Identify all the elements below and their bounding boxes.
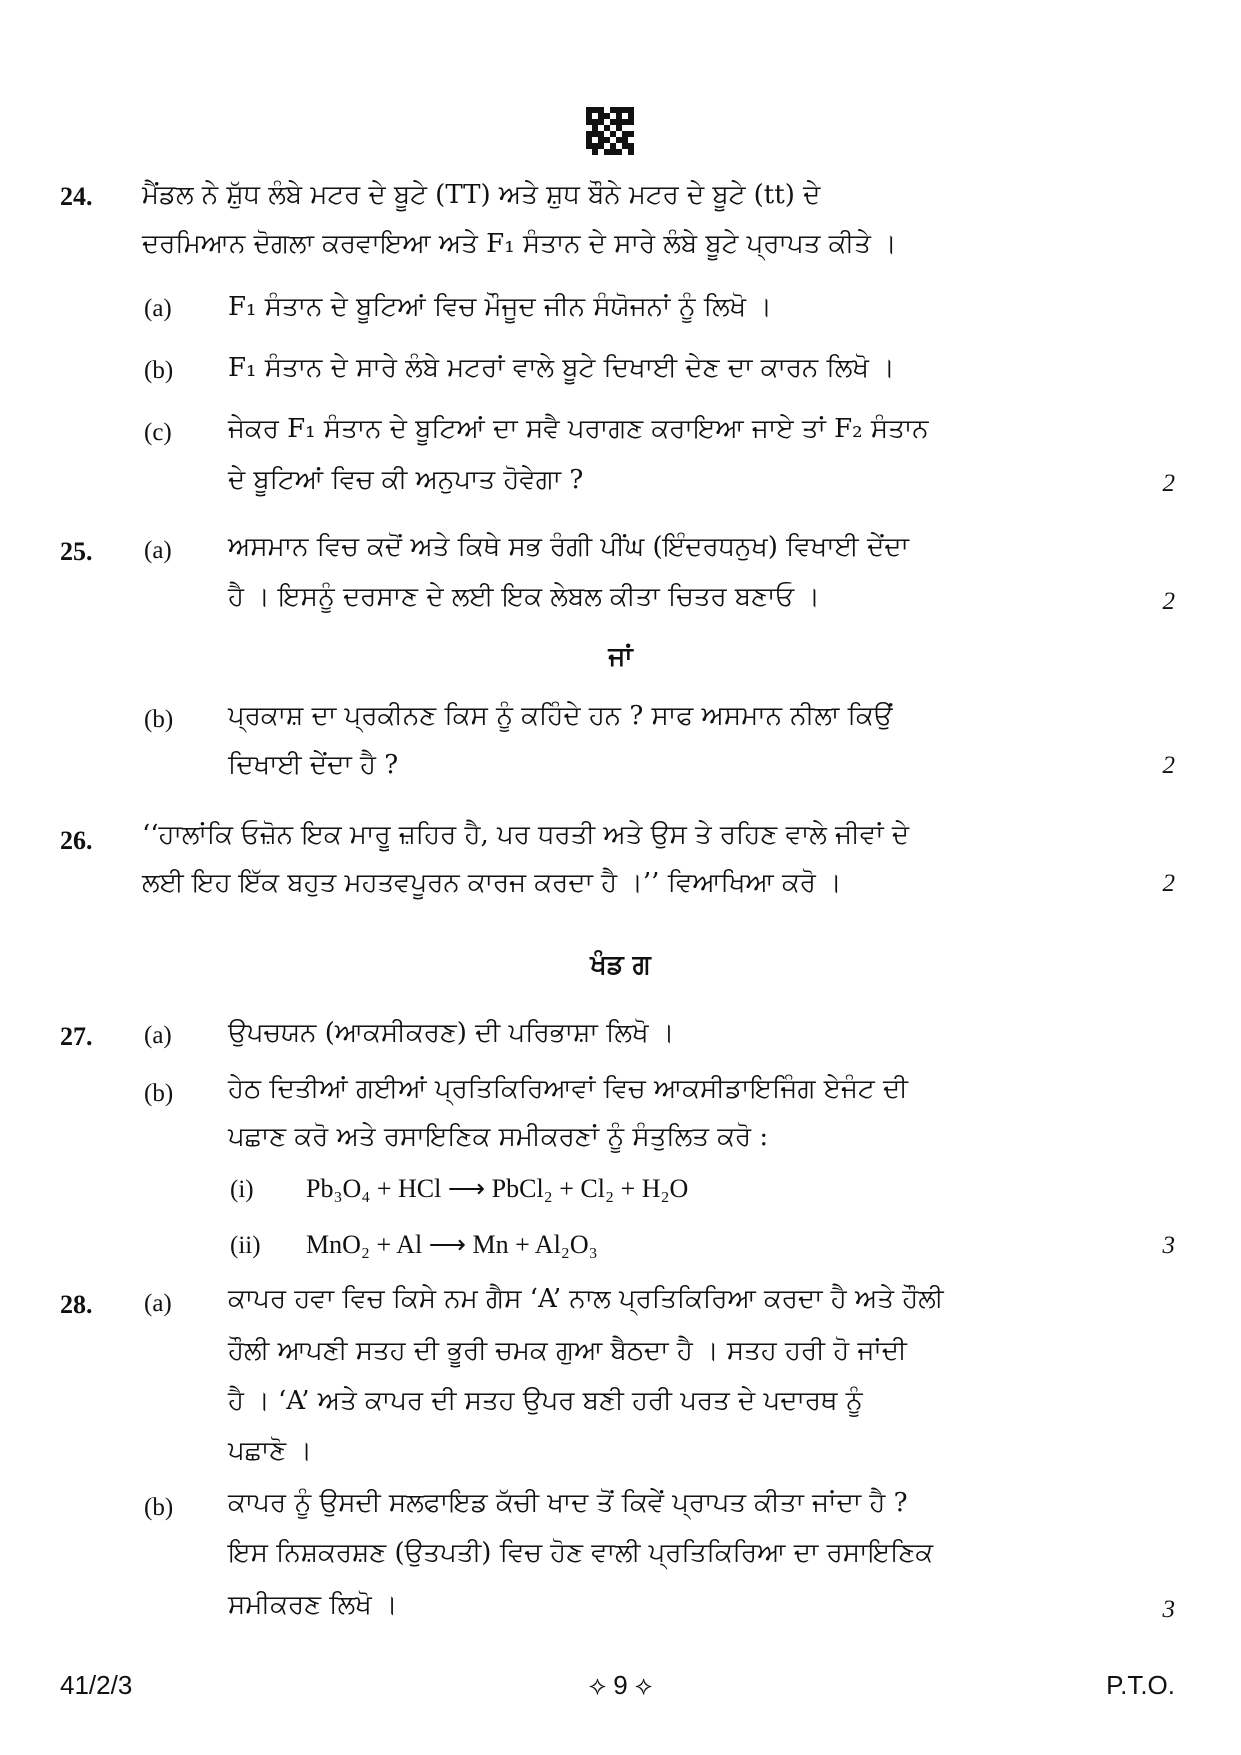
marks: 3	[1162, 1596, 1175, 1623]
qr-code	[586, 107, 634, 155]
subpart-text: ਕਾਪਰ ਹਵਾ ਵਿਚ ਕਿਸੇ ਨਮ ਗੈਸ ‘A’ ਨਾਲ ਪ੍ਰਤਿਕਿਰਿਆ ਕਰਦਾ ਹੈ ਅਤੇ ਹੌਲੀ	[228, 1284, 944, 1314]
marks: 2	[1162, 752, 1175, 779]
question-number: 25.	[60, 537, 93, 566]
question-number: 27.	[60, 1022, 93, 1051]
subpart-text: ਹੌਲੀ ਆਪਣੀ ਸਤਹ ਦੀ ਭੂਰੀ ਚਮਕ ਗੁਆ ਬੈਠਦਾ ਹੈ । ਸਤਹ ਹਰੀ ਹੋ ਜਾਂਦੀ	[228, 1336, 907, 1366]
decor-right-icon: ⟡	[634, 1670, 653, 1700]
decor-left-icon: ⟡	[588, 1670, 607, 1700]
pto-label: P.T.O.	[1106, 1670, 1175, 1700]
question-number: 28.	[60, 1290, 93, 1319]
question-text: ਲਈ ਇਹ ਇੱਕ ਬਹੁਤ ਮਹਤਵਪੂਰਨ ਕਾਰਜ ਕਰਦਾ ਹੈ ।’’ ਵਿਆਖਿਆ ਕਰੋ ।	[142, 868, 842, 898]
subpart-text: ਹੈ । ‘A’ ਅਤੇ ਕਾਪਰ ਦੀ ਸਤਹ ਉਪਰ ਬਣੀ ਹਰੀ ਪਰਤ ਦੇ ਪਦਾਰਥ ਨੂੰ	[228, 1386, 863, 1416]
page-number	[0, 1670, 1241, 1702]
subpart-text: ਦਿਖਾਈ ਦੇਂਦਾ ਹੈ ?	[228, 750, 399, 780]
subpart-text: ਕਾਪਰ ਨੂੰ ਉਸਦੀ ਸਲਫਾਇਡ ਕੱਚੀ ਖਾਦ ਤੋਂ ਕਿਵੇਂ ਪ੍ਰਾਪਤ ਕੀਤਾ ਜਾਂਦਾ ਹੈ ?	[228, 1488, 908, 1518]
chemical-equation: MnO₂ + Al ⟶ Mn + Al₂O₃	[306, 1230, 598, 1259]
page-number-value: 9	[613, 1670, 628, 1700]
subpart-text: F₁ ਸੰਤਾਨ ਦੇ ਸਾਰੇ ਲੰਬੇ ਮਟਰਾਂ ਵਾਲੇ ਬੂਟੇ ਦਿਖਾਈ ਦੇਣ ਦਾ ਕਾਰਨ ਲਿਖੋ ।	[228, 353, 895, 383]
question-text: ‘‘ਹਾਲਾਂਕਿ ਓਜ਼ੋਨ ਇਕ ਮਾਰੂ ਜ਼ਹਿਰ ਹੈ, ਪਰ ਧਰਤੀ ਅਤੇ ਉਸ ਤੇ ਰਹਿਣ ਵਾਲੇ ਜੀਵਾਂ ਦੇ	[142, 820, 910, 850]
question-number: 24.	[60, 182, 93, 211]
subpart-text: ਦੇ ਬੂਟਿਆਂ ਵਿਚ ਕੀ ਅਨੁਪਾਤ ਹੋਵੇਗਾ ?	[228, 465, 584, 495]
subpart-text: ਇਸ ਨਿਸ਼ਕਰਸ਼ਣ (ਉਤਪਤੀ) ਵਿਚ ਹੋਣ ਵਾਲੀ ਪ੍ਰਤਿਕਿਰਿਆ ਦਾ ਰਸਾਇਣਿਕ	[228, 1538, 934, 1568]
subpart-label: (b)	[144, 1494, 174, 1521]
or-separator: ਜਾਂ	[608, 642, 633, 672]
section-heading: ਖੰਡ ਗ	[590, 950, 651, 980]
subpart-text: ਜੇਕਰ F₁ ਸੰਤਾਨ ਦੇ ਬੂਟਿਆਂ ਦਾ ਸਵੈ ਪਰਾਗਣ ਕਰਾਇਆ ਜਾਏ ਤਾਂ F₂ ਸੰਤਾਨ	[228, 414, 929, 444]
marks: 2	[1162, 470, 1175, 497]
subpart-text: ਪ੍ਰਕਾਸ਼ ਦਾ ਪ੍ਰਕੀਨਣ ਕਿਸ ਨੂੰ ਕਹਿੰਦੇ ਹਨ ? ਸਾਫ ਅਸਮਾਨ ਨੀਲਾ ਕਿਉਂ	[228, 701, 893, 731]
subpart-label: (a)	[144, 537, 172, 564]
subpart-label: (a)	[144, 1290, 172, 1317]
question-text: ਦਰਮਿਆਨ ਦੋਗਲਾ ਕਰਵਾਇਆ ਅਤੇ F₁ ਸੰਤਾਨ ਦੇ ਸਾਰੇ ਲੰਬੇ ਬੂਟੇ ਪ੍ਰਾਪਤ ਕੀਤੇ ।	[142, 229, 897, 259]
marks: 2	[1162, 870, 1175, 897]
paper-code: 41/2/3	[60, 1670, 133, 1700]
subpart-text: ਪਛਾਣ ਕਰੋ ਅਤੇ ਰਸਾਇਣਿਕ ਸਮੀਕਰਣਾਂ ਨੂੰ ਸੰਤੁਲਿਤ ਕਰੋ :	[228, 1122, 769, 1152]
subpart-label: (b)	[144, 706, 174, 733]
subpart-text: ਅਸਮਾਨ ਵਿਚ ਕਦੋਂ ਅਤੇ ਕਿਥੇ ਸਭ ਰੰਗੀ ਪੀਂਘ (ਇੰਦਰਧਨੁਖ) ਵਿਖਾਈ ਦੇਂਦਾ	[228, 532, 909, 562]
subpart-label: (ii)	[230, 1232, 261, 1259]
subpart-label: (i)	[230, 1176, 254, 1203]
subpart-label: (c)	[144, 419, 172, 446]
subpart-text: ਸਮੀਕਰਣ ਲਿਖੋ ।	[228, 1590, 398, 1620]
subpart-text: ਉਪਚਯਨ (ਆਕਸੀਕਰਣ) ਦੀ ਪਰਿਭਾਸ਼ਾ ਲਿਖੋ ।	[228, 1018, 675, 1048]
subpart-label: (b)	[144, 357, 174, 384]
marks: 2	[1162, 588, 1175, 615]
subpart-label: (a)	[144, 1022, 172, 1049]
subpart-text: ਪਛਾਣੋ ।	[228, 1436, 312, 1466]
subpart-text: ਹੇਠ ਦਿਤੀਆਂ ਗਈਆਂ ਪ੍ਰਤਿਕਿਰਿਆਵਾਂ ਵਿਚ ਆਕਸੀਡਾਇਜਿੰਗ ਏਜੰਟ ਦੀ	[228, 1074, 909, 1104]
question-text: ਮੈਂਡਲ ਨੇ ਸ਼ੁੱਧ ਲੰਬੇ ਮਟਰ ਦੇ ਬੂਟੇ (TT) ਅਤੇ ਸ਼ੁਧ ਬੌਨੇ ਮਟਰ ਦੇ ਬੂਟੇ (tt) ਦੇ	[142, 180, 821, 210]
chemical-equation: Pb₃O₄ + HCl ⟶ PbCl₂ + Cl₂ + H₂O	[306, 1174, 689, 1203]
subpart-text: ਹੈ । ਇਸਨੂੰ ਦਰਸਾਣ ਦੇ ਲਈ ਇਕ ਲੇਬਲ ਕੀਤਾ ਚਿਤਰ ਬਣਾਓ ।	[228, 582, 820, 612]
question-number: 26.	[60, 826, 93, 855]
subpart-text: F₁ ਸੰਤਾਨ ਦੇ ਬੂਟਿਆਂ ਵਿਚ ਮੌਜੂਦ ਜੀਨ ਸੰਯੋਜਨਾਂ ਨੂੰ ਲਿਖੋ ।	[228, 292, 772, 322]
subpart-label: (a)	[144, 295, 172, 322]
subpart-label: (b)	[144, 1080, 174, 1107]
marks: 3	[1162, 1232, 1175, 1259]
